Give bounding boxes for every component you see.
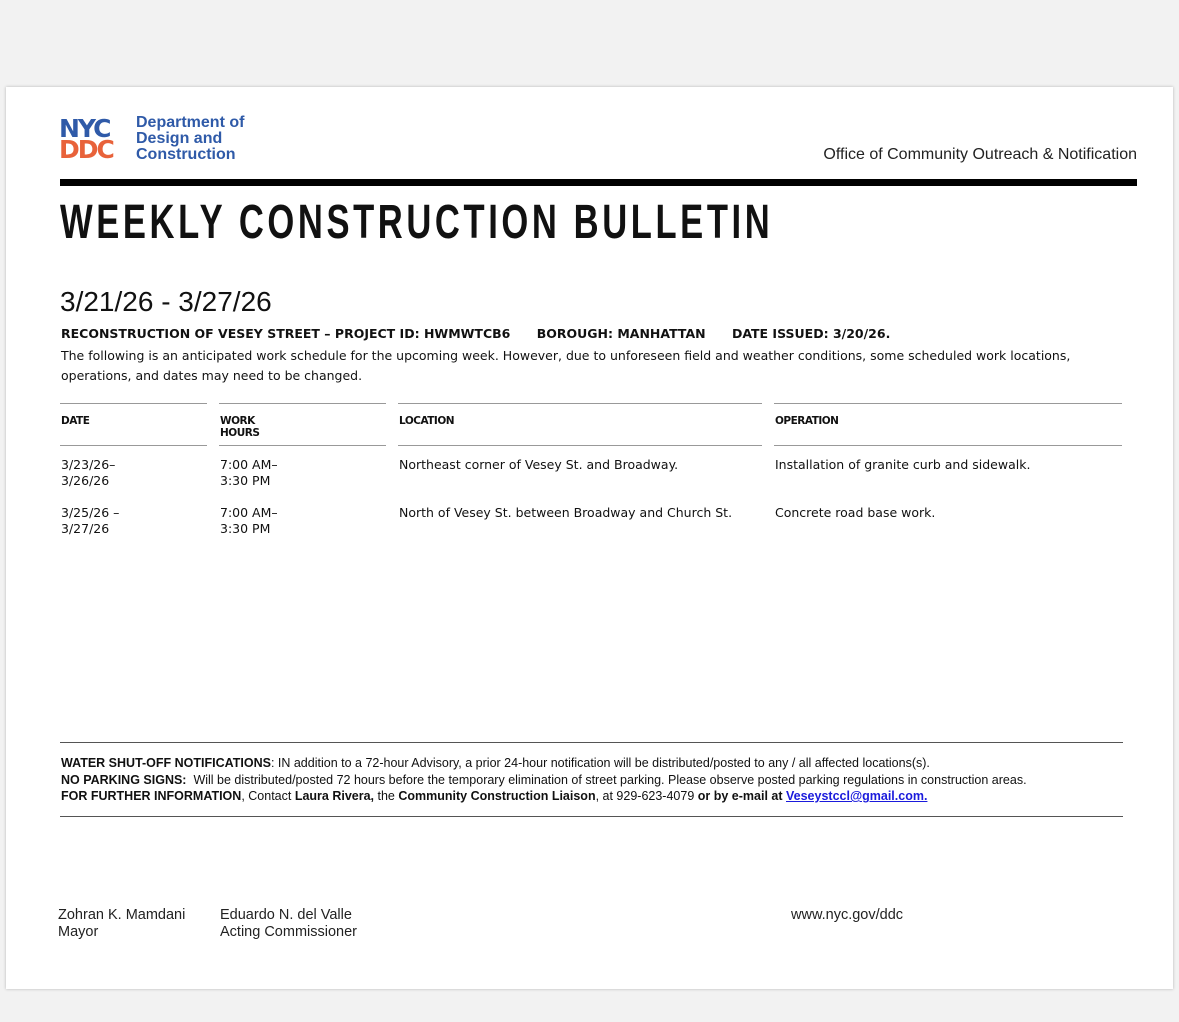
table-row-2-date — [61, 505, 119, 537]
header-operation: OPERATION — [775, 415, 839, 427]
row-1-date-end: 3/26/26 — [61, 473, 110, 488]
table-row-1-location: Northeast corner of Vesey St. and Broadway. — [399, 457, 679, 472]
commissioner-title: Acting Commissioner — [220, 924, 357, 940]
table-row-1-date — [61, 457, 115, 489]
table-row-1-hours — [220, 457, 278, 489]
mayor-name: Zohran K. Mamdani — [58, 907, 186, 923]
header-date: DATE — [61, 415, 90, 427]
bulletin-page — [6, 87, 1173, 989]
liaison-name: Laura Rivera, — [294, 789, 375, 803]
table-row-2-location: North of Vesey St. between Broadway and Church St. — [399, 505, 733, 520]
notes-bottom-rule — [60, 816, 1123, 817]
nycddc-logo-mark — [59, 114, 129, 164]
project-borough: BOROUGH: MANHATTAN — [536, 326, 706, 341]
date-range: 3/21/26 - 3/27/26 — [60, 286, 272, 317]
water-shutoff-text: : IN addition to a 72-hour Advisory, a prior 24-hour notification will be distributed/posted to any / all affected locations(s). — [270, 756, 930, 770]
project-name: RECONSTRUCTION OF VESEY STREET – PROJECT ID: HWMWTCB6 — [61, 326, 511, 341]
row-1-hours-end: 3:30 PM — [220, 473, 271, 488]
row-2-date-start: 3/25/26 – — [61, 505, 120, 520]
further-info-label: FOR FURTHER INFORMATION — [61, 789, 242, 803]
header-rule — [60, 179, 1137, 186]
department-name: Department of Design and Construction — [136, 114, 245, 163]
further-info-note — [61, 788, 1121, 805]
row-1-date-start: 3/23/26– — [61, 457, 116, 472]
project-issued: DATE ISSUED: 3/20/26. — [731, 326, 891, 341]
row-2-hours-end: 3:30 PM — [220, 521, 271, 536]
notes-section — [61, 755, 1121, 805]
row-2-hours-start: 7:00 AM– — [220, 505, 278, 520]
logo-ddc-text: DDC — [59, 135, 113, 164]
row-1-hours-start: 7:00 AM– — [220, 457, 278, 472]
table-row-2-hours — [220, 505, 278, 537]
liaison-phone: , at 929-623-4079 — [595, 789, 698, 803]
no-parking-text: Will be distributed/posted 72 hours before the temporary elimination of street parking. Please observe posted parking regulations in construction areas. — [193, 772, 1027, 787]
further-info-contact: , Contact — [241, 789, 295, 803]
commissioner-signature-block — [220, 907, 357, 941]
no-parking-note — [61, 772, 1121, 789]
mayor-title: Mayor — [58, 924, 99, 940]
header-work-hours: WORK HOURS — [220, 415, 260, 439]
office-name: Office of Community Outreach & Notification — [823, 146, 1137, 163]
intro-text: The following is an anticipated work schedule for the upcoming week. However, due to unforeseen field and weather conditions, some scheduled work locations, operations, and dates may need to be changed. — [61, 348, 1071, 383]
header-location: LOCATION — [399, 415, 455, 427]
liaison-role: Community Construction Liaison — [398, 789, 596, 803]
logo-nyc-text: NYC — [59, 114, 110, 143]
water-shutoff-label: WATER SHUT-OFF NOTIFICATIONS — [61, 756, 271, 770]
water-shutoff-note — [61, 755, 1121, 772]
table-row-1-operation: Installation of granite curb and sidewalk. — [775, 457, 1031, 472]
website-link[interactable]: www.nyc.gov/ddc — [791, 907, 904, 923]
mayor-signature-block — [58, 907, 185, 941]
row-2-date-end: 3/27/26 — [61, 521, 110, 536]
further-info-the: the — [374, 789, 399, 803]
email-prefix: or by e-mail at — [697, 789, 783, 803]
commissioner-name: Eduardo N. del Valle — [220, 907, 352, 923]
schedule-table — [60, 403, 1123, 563]
notes-top-rule — [60, 742, 1123, 743]
no-parking-label: NO PARKING SIGNS: — [61, 772, 187, 787]
project-info — [61, 326, 912, 341]
liaison-email-link[interactable]: Veseystccl@gmail.com. — [786, 789, 928, 803]
bulletin-title: WEEKLY CONSTRUCTION BULLETIN — [60, 196, 774, 249]
table-row-2-operation: Concrete road base work. — [775, 505, 936, 520]
